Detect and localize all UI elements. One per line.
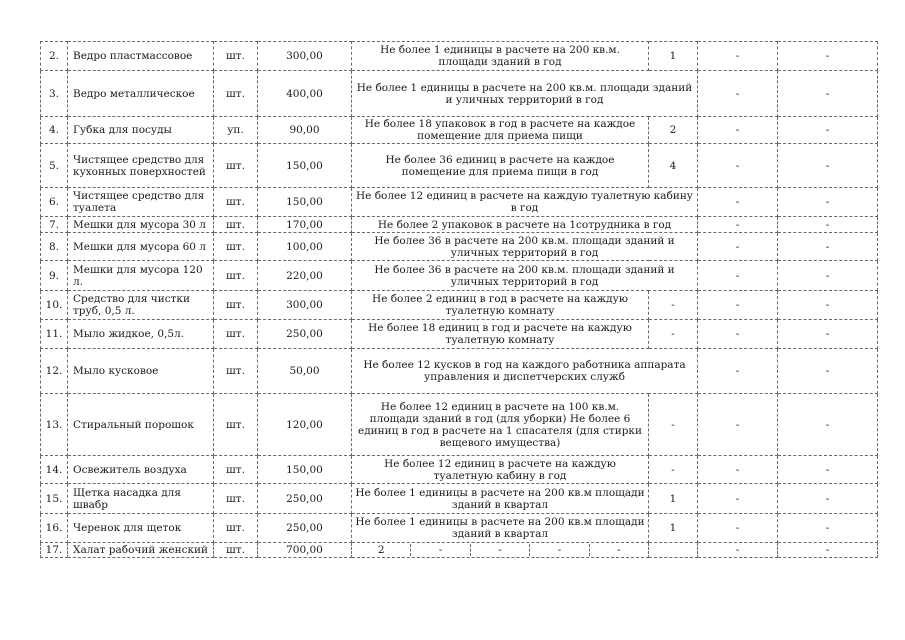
split-cell: - <box>530 544 589 556</box>
row-number: 16. <box>41 514 68 543</box>
row-number: 7. <box>41 217 68 233</box>
item-price: 700,00 <box>258 543 352 558</box>
item-unit: шт. <box>214 349 258 394</box>
item-name: Мыло кусковое <box>68 349 214 394</box>
row-number: 10. <box>41 291 68 320</box>
item-price: 250,00 <box>258 320 352 349</box>
item-norm: Не более 12 единиц в расчете на каждую туалетную кабину в год <box>352 188 698 217</box>
row-number: 2. <box>41 42 68 71</box>
table-row <box>41 349 878 394</box>
item-col7: - <box>698 394 778 456</box>
item-norm: Не более 2 упаковок в расчете на 1сотрудника в год <box>352 217 698 233</box>
item-unit: шт. <box>214 144 258 188</box>
table-row <box>41 233 878 261</box>
item-unit: шт. <box>214 188 258 217</box>
item-norm: Не более 18 упаковок в год в расчете на каждое помещение для приема пищи <box>352 117 649 144</box>
item-name: Мешки для мусора 60 л <box>68 233 214 261</box>
item-price: 90,00 <box>258 117 352 144</box>
item-unit: шт. <box>214 456 258 484</box>
item-unit: шт. <box>214 71 258 117</box>
item-col8: - <box>778 291 878 320</box>
item-col8: - <box>778 349 878 394</box>
table-row <box>41 217 878 233</box>
item-unit: шт. <box>214 42 258 71</box>
item-name: Мешки для мусора 30 л <box>68 217 214 233</box>
item-norm-split <box>352 543 649 558</box>
item-col7: - <box>698 320 778 349</box>
item-col7: - <box>698 349 778 394</box>
item-price: 250,00 <box>258 484 352 514</box>
item-price: 170,00 <box>258 217 352 233</box>
norms-table <box>40 41 878 558</box>
item-name: Черенок для щеток <box>68 514 214 543</box>
item-col8: - <box>778 456 878 484</box>
table-row <box>41 117 878 144</box>
item-col7: - <box>698 217 778 233</box>
item-norm: Не более 1 единицы в расчете на 200 кв.м. площади зданий в год <box>352 42 649 71</box>
item-col8: - <box>778 233 878 261</box>
item-norm: Не более 12 кусков в год на каждого работника аппарата управления и диспетчерских служб <box>352 349 698 394</box>
item-col7: - <box>698 514 778 543</box>
item-qty: 2 <box>649 117 698 144</box>
item-name: Мешки для мусора 120 л. <box>68 261 214 291</box>
item-price: 400,00 <box>258 71 352 117</box>
item-col7: - <box>698 456 778 484</box>
item-name: Освежитель воздуха <box>68 456 214 484</box>
item-col7: - <box>698 144 778 188</box>
item-norm: Не более 36 в расчете на 200 кв.м. площади зданий и уличных территорий в год <box>352 233 698 261</box>
item-col8: - <box>778 42 878 71</box>
item-col7: - <box>698 291 778 320</box>
item-col8: - <box>778 543 878 558</box>
row-number: 5. <box>41 144 68 188</box>
item-name: Ведро пластмассовое <box>68 42 214 71</box>
item-qty: - <box>649 291 698 320</box>
item-price: 150,00 <box>258 456 352 484</box>
table-row <box>41 261 878 291</box>
item-norm: Не более 36 единиц в расчете на каждое помещение для приема пищи в год <box>352 144 649 188</box>
row-number: 6. <box>41 188 68 217</box>
item-col8: - <box>778 71 878 117</box>
row-number: 14. <box>41 456 68 484</box>
table-row <box>41 42 878 71</box>
item-norm: Не более 1 единицы в расчете на 200 кв.м. площади зданий и уличных территорий в год <box>352 71 698 117</box>
table-row <box>41 291 878 320</box>
item-col8: - <box>778 261 878 291</box>
item-name: Ведро металлическое <box>68 71 214 117</box>
row-number: 9. <box>41 261 68 291</box>
item-col7: - <box>698 233 778 261</box>
item-norm: Не более 18 единиц в год и расчете на каждую туалетную комнату <box>352 320 649 349</box>
item-col8: - <box>778 117 878 144</box>
item-name: Стиральный порошок <box>68 394 214 456</box>
row-number: 12. <box>41 349 68 394</box>
item-price: 300,00 <box>258 42 352 71</box>
item-qty: - <box>649 394 698 456</box>
item-unit: шт. <box>214 543 258 558</box>
split-qty: 2 <box>352 544 411 556</box>
item-price: 100,00 <box>258 233 352 261</box>
item-name: Халат рабочий женский <box>68 543 214 558</box>
table-row <box>41 71 878 117</box>
item-unit: шт. <box>214 484 258 514</box>
table-row <box>41 514 878 543</box>
table-row <box>41 144 878 188</box>
item-unit: шт. <box>214 233 258 261</box>
item-col8: - <box>778 514 878 543</box>
item-qty: 4 <box>649 144 698 188</box>
item-name: Средство для чистки труб, 0,5 л. <box>68 291 214 320</box>
item-unit: шт. <box>214 394 258 456</box>
item-name: Чистящее средство для туалета <box>68 188 214 217</box>
item-norm: Не более 1 единицы в расчете на 200 кв.м площади зданий в квартал <box>352 514 649 543</box>
item-unit: шт. <box>214 320 258 349</box>
split-cell: - <box>617 544 621 556</box>
item-col8: - <box>778 217 878 233</box>
table-row <box>41 484 878 514</box>
table-row <box>41 394 878 456</box>
item-col7: - <box>698 42 778 71</box>
item-col7: - <box>698 188 778 217</box>
table-row <box>41 320 878 349</box>
item-norm: Не более 36 в расчете на 200 кв.м. площади зданий и уличных территорий в год <box>352 261 698 291</box>
item-col8: - <box>778 394 878 456</box>
item-col8: - <box>778 188 878 217</box>
row-number: 15. <box>41 484 68 514</box>
row-number: 3. <box>41 71 68 117</box>
item-qty: - <box>649 456 698 484</box>
split-cell: - <box>471 544 530 556</box>
item-name: Губка для посуды <box>68 117 214 144</box>
item-unit: уп. <box>214 117 258 144</box>
table-row <box>41 188 878 217</box>
item-qty: 1 <box>649 484 698 514</box>
item-name: Чистящее средство для кухонных поверхностей <box>68 144 214 188</box>
item-norm: Не более 12 единиц в расчете на каждую туалетную кабину в год <box>352 456 649 484</box>
row-number: 17. <box>41 543 68 558</box>
item-qty <box>649 543 698 558</box>
item-qty: 1 <box>649 514 698 543</box>
item-qty: - <box>649 320 698 349</box>
item-col7: - <box>698 484 778 514</box>
item-col7: - <box>698 543 778 558</box>
item-price: 150,00 <box>258 144 352 188</box>
table-row <box>41 456 878 484</box>
item-norm: Не более 1 единицы в расчете на 200 кв.м площади зданий в квартал <box>352 484 649 514</box>
item-col8: - <box>778 144 878 188</box>
row-number: 4. <box>41 117 68 144</box>
item-unit: шт. <box>214 514 258 543</box>
item-price: 250,00 <box>258 514 352 543</box>
item-unit: шт. <box>214 291 258 320</box>
item-price: 300,00 <box>258 291 352 320</box>
table-row <box>41 543 878 558</box>
item-unit: шт. <box>214 217 258 233</box>
item-price: 120,00 <box>258 394 352 456</box>
item-price: 150,00 <box>258 188 352 217</box>
item-price: 50,00 <box>258 349 352 394</box>
item-col8: - <box>778 320 878 349</box>
item-norm: Не более 2 единиц в год в расчете на каждую туалетную комнату <box>352 291 649 320</box>
row-number: 8. <box>41 233 68 261</box>
item-unit: шт. <box>214 261 258 291</box>
item-name: Щетка насадка для швабр <box>68 484 214 514</box>
row-number: 13. <box>41 394 68 456</box>
item-qty: 1 <box>649 42 698 71</box>
row-number: 11. <box>41 320 68 349</box>
item-col8: - <box>778 484 878 514</box>
item-col7: - <box>698 117 778 144</box>
split-cell: - <box>411 544 470 556</box>
item-col7: - <box>698 71 778 117</box>
item-col7: - <box>698 261 778 291</box>
item-norm: Не более 12 единиц в расчете на 100 кв.м. площади зданий в год (для уборки) Не более 6 единиц в год в расчете на 1 спасателя (для стирки вещевого имущества) <box>352 394 649 456</box>
item-price: 220,00 <box>258 261 352 291</box>
item-name: Мыло жидкое, 0,5л. <box>68 320 214 349</box>
